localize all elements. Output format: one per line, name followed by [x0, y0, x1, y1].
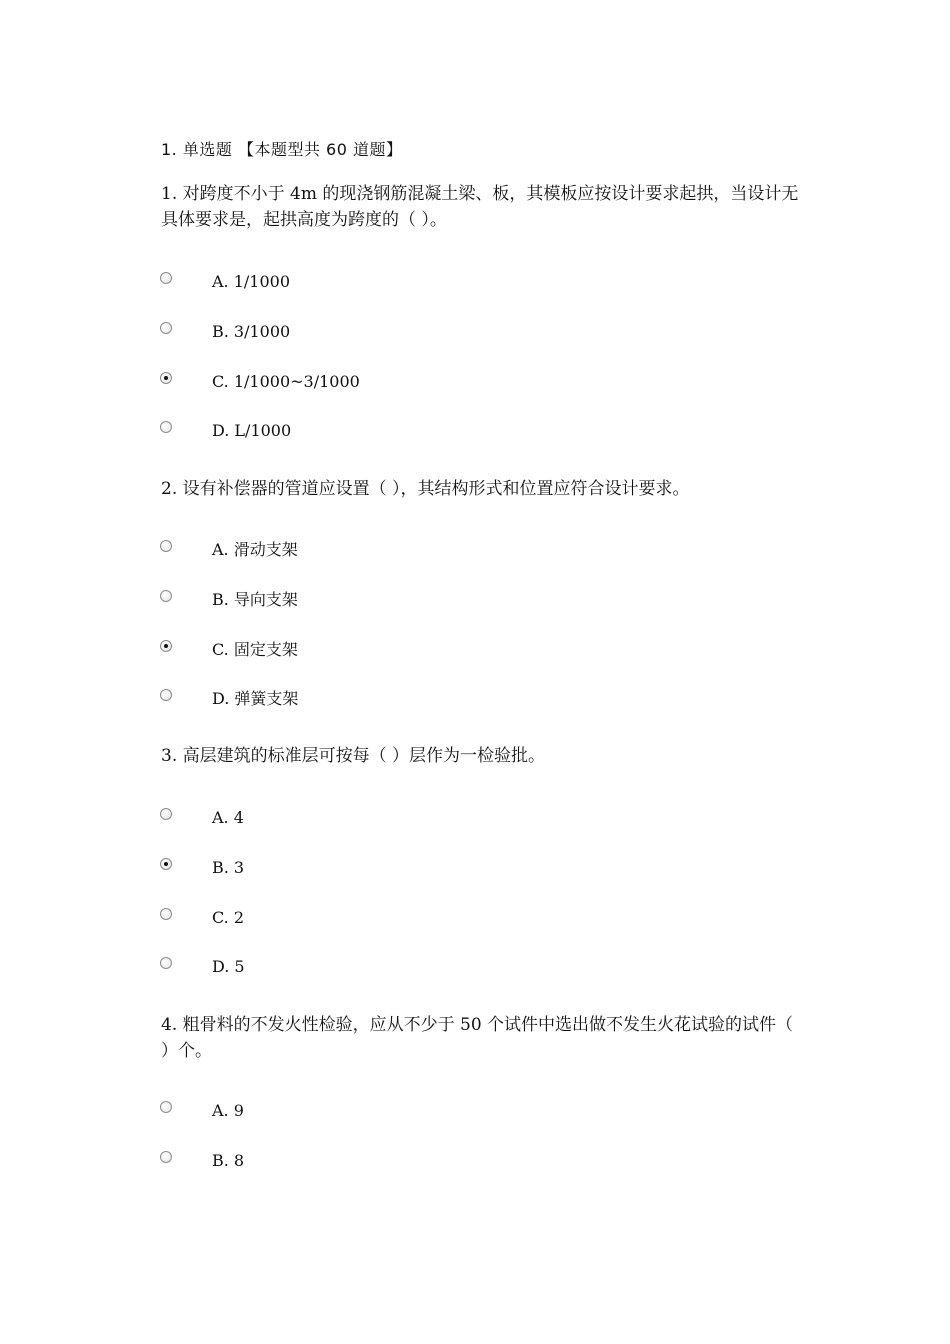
- radio-button-icon[interactable]: [160, 421, 172, 433]
- radio-button-icon[interactable]: [160, 689, 172, 701]
- section-title: 1. 单选题 【本题型共 60 道题】: [161, 140, 403, 159]
- radio-button-icon[interactable]: [160, 590, 172, 602]
- question-3-option-a[interactable]: [160, 808, 560, 832]
- radio-button-icon[interactable]: [160, 272, 172, 284]
- radio-button-checked-icon[interactable]: [160, 372, 172, 384]
- option-label: C. 2: [212, 908, 245, 927]
- option-label: B. 3/1000: [212, 322, 291, 341]
- option-label: B. 8: [212, 1151, 245, 1170]
- question-1-option-d[interactable]: [160, 421, 560, 445]
- radio-button-icon[interactable]: [160, 908, 172, 920]
- option-label: A. 1/1000: [212, 272, 291, 291]
- question-3-option-b[interactable]: [160, 858, 560, 882]
- question-3-option-c[interactable]: [160, 908, 560, 932]
- option-label: D. 弹簧支架: [212, 689, 299, 708]
- option-label: D. 5: [212, 957, 245, 976]
- question-3-text: 3. 高层建筑的标准层可按每（ ）层作为一检验批。: [161, 746, 546, 766]
- option-label: D. L/1000: [212, 421, 292, 440]
- question-1-text: 1. 对跨度不小于 4m 的现浇钢筋混凝土梁、板，其模板应按设计要求起拱，当设计无具体要求是，起拱高度为跨度的（ ）。: [161, 184, 799, 230]
- option-label: B. 3: [212, 858, 245, 877]
- radio-button-icon[interactable]: [160, 322, 172, 334]
- question-2-option-a[interactable]: [160, 540, 560, 564]
- radio-button-checked-icon[interactable]: [160, 640, 172, 652]
- question-4-text: 4. 粗骨料的不发火性检验，应从不少于 50 个试件中选出做不发生火花试验的试件（ ）个。: [161, 1015, 794, 1061]
- question-2-option-d[interactable]: [160, 689, 560, 713]
- radio-button-checked-icon[interactable]: [160, 858, 172, 870]
- question-2-text: 2. 设有补偿器的管道应设置（ ），其结构形式和位置应符合设计要求。: [161, 479, 690, 499]
- question-1-option-b[interactable]: [160, 322, 560, 346]
- question-2-option-c[interactable]: [160, 640, 560, 664]
- option-label: B. 导向支架: [212, 590, 298, 609]
- radio-button-icon[interactable]: [160, 957, 172, 969]
- question-4-option-b[interactable]: [160, 1151, 560, 1175]
- option-label: A. 滑动支架: [212, 540, 298, 559]
- question-4-option-a[interactable]: [160, 1101, 560, 1125]
- option-label: C. 1/1000~3/1000: [212, 372, 360, 391]
- option-label: C. 固定支架: [212, 640, 298, 659]
- question-2-option-b[interactable]: [160, 590, 560, 614]
- option-label: A. 4: [212, 808, 244, 827]
- option-label: A. 9: [212, 1101, 244, 1120]
- radio-button-icon[interactable]: [160, 808, 172, 820]
- question-1-option-a[interactable]: [160, 272, 560, 296]
- question-1-option-c[interactable]: [160, 372, 560, 396]
- question-3-option-d[interactable]: [160, 957, 560, 981]
- radio-button-icon[interactable]: [160, 1101, 172, 1113]
- radio-button-icon[interactable]: [160, 1151, 172, 1163]
- radio-button-icon[interactable]: [160, 540, 172, 552]
